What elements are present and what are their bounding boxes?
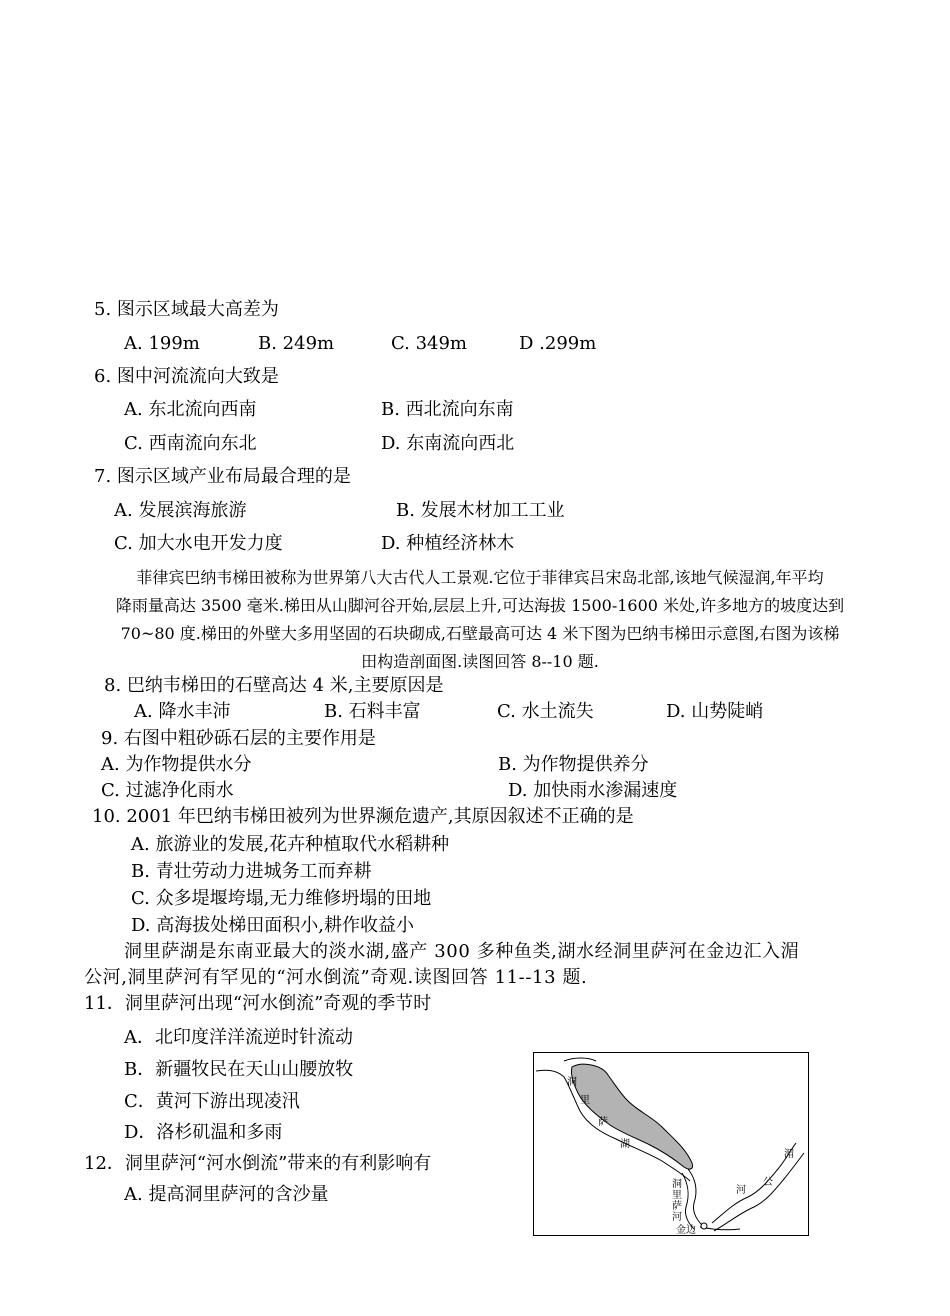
q5-option-a: A. 199m [124,333,200,354]
mekong-label-char-1: 湄 [784,1149,794,1160]
q6-stem: 6. 图中河流流向大致是 [94,366,279,387]
tonle-sap-river [688,1169,702,1225]
q7-option-a: A. 发展滨海旅游 [114,500,247,521]
passage-tonle-sap-line-1: 洞里萨湖是东南亚最大的淡水湖,盛产 300 多种鱼类,湖水经洞里萨河在金边汇入湄 [124,941,800,962]
q11-option-b: B．新疆牧民在天山山腰放牧 [124,1059,354,1080]
lake-label-char-1: 洞 [567,1077,577,1088]
q7-stem: 7. 图示区域产业布局最合理的是 [94,466,351,487]
q6-option-c: C. 西南流向东北 [124,433,257,454]
q8-option-d: D. 山势陡峭 [666,701,764,722]
phnom-penh-marker [701,1223,707,1229]
q10-option-d: D. 高海拔处梯田面积小,耕作收益小 [131,915,414,936]
passage-banaue-line-3: 70~80 度.梯田的外壁大多用坚固的石块砌成,石壁最高可达 4 米下图为巴纳韦梯田示意图,右图为该梯 [120,624,840,643]
q9-option-c: C. 过滤净化雨水 [101,780,234,801]
q6-option-a: A. 东北流向西南 [124,399,257,420]
q11-stem: 11．洞里萨河出现“河水倒流”奇观的季节时 [84,993,432,1014]
q12-stem: 12．洞里萨河“河水倒流”带来的有利影响有 [84,1153,432,1174]
q9-stem: 9. 右图中粗砂砾石层的主要作用是 [101,728,376,749]
q7-option-d: D. 种植经济林木 [381,533,515,554]
lake-label-char-2: 里 [580,1095,590,1106]
q8-option-a: A. 降水丰沛 [134,701,231,722]
mekong-label-char-3: 河 [736,1185,746,1196]
passage-banaue [80,564,880,676]
river-label-char-2: 里 [672,1190,682,1201]
q9-option-b: B. 为作物提供养分 [498,754,649,775]
passage-banaue-line-2: 降雨量高达 3500 毫米.梯田从山脚河谷开始,层层上升,可达海拔 1500-1600 米处,许多地方的坡度达到 [115,596,845,615]
q8-option-c: C. 水土流失 [497,701,594,722]
q8-stem: 8. 巴纳韦梯田的石壁高达 4 米,主要原因是 [104,675,444,696]
q11-option-d: D．洛杉矶温和多雨 [124,1122,283,1143]
lake-label-char-4: 湖 [620,1139,630,1150]
q7-option-b: B. 发展木材加工工业 [396,500,565,521]
tonle-sap-map [533,1052,809,1236]
q7-option-c: C. 加大水电开发力度 [114,533,283,554]
q9-option-a: A. 为作物提供水分 [101,754,252,775]
lake-shoreline-north [564,1058,596,1061]
q5-stem: 5. 图示区域最大高差为 [94,299,279,320]
q10-option-a: A. 旅游业的发展,花卉种植取代水稻耕种 [131,834,450,855]
lake-label-char-3: 萨 [598,1117,608,1128]
tonle-sap-river-bank [682,1173,694,1229]
phnom-penh-label: 金边 [676,1225,696,1234]
q11-option-a: A．北印度洋洋流逆时针流动 [124,1027,353,1048]
tonle-sap-lake [571,1064,692,1169]
q11-option-c: C．黄河下游出现凌汛 [124,1091,300,1112]
passage-banaue-line-1: 菲律宾巴纳韦梯田被称为世界第八大古代人工景观.它位于菲律宾吕宋岛北部,该地气候湿润,年平均 [136,568,824,587]
q6-option-b: B. 西北流向东南 [381,399,514,420]
q5-option-c: C. 349m [391,333,467,354]
q5-option-b: B. 249m [258,333,335,354]
q9-option-d: D. 加快雨水渗漏速度 [508,780,678,801]
tonle-sap-map-svg [534,1053,807,1234]
q10-stem: 10. 2001 年巴纳韦梯田被列为世界濒危遗产,其原因叙述不正确的是 [92,806,634,827]
mekong-label-char-2: 公 [763,1177,773,1188]
mekong-river-bank [714,1153,804,1231]
q10-option-c: C. 众多堤堰垮塌,无力维修坍塌的田地 [131,888,432,909]
q10-option-b: B. 青壮劳动力进城务工而弃耕 [131,861,372,882]
q12-option-a: A. 提高洞里萨河的含沙量 [124,1184,329,1205]
river-label-char-3: 萨 [672,1201,682,1212]
passage-banaue-line-4: 田构造剖面图.读图回答 8--10 题. [361,652,599,671]
q5-option-d: D .299m [519,333,597,354]
river-label-char-4: 河 [672,1212,682,1223]
passage-tonle-sap-line-2: 公河,洞里萨河有罕见的“河水倒流”奇观.读图回答 11--13 题. [84,967,588,988]
q6-option-d: D. 东南流向西北 [381,433,515,454]
river-label-char-1: 洞 [672,1179,682,1190]
q8-option-b: B. 石料丰富 [324,701,421,722]
